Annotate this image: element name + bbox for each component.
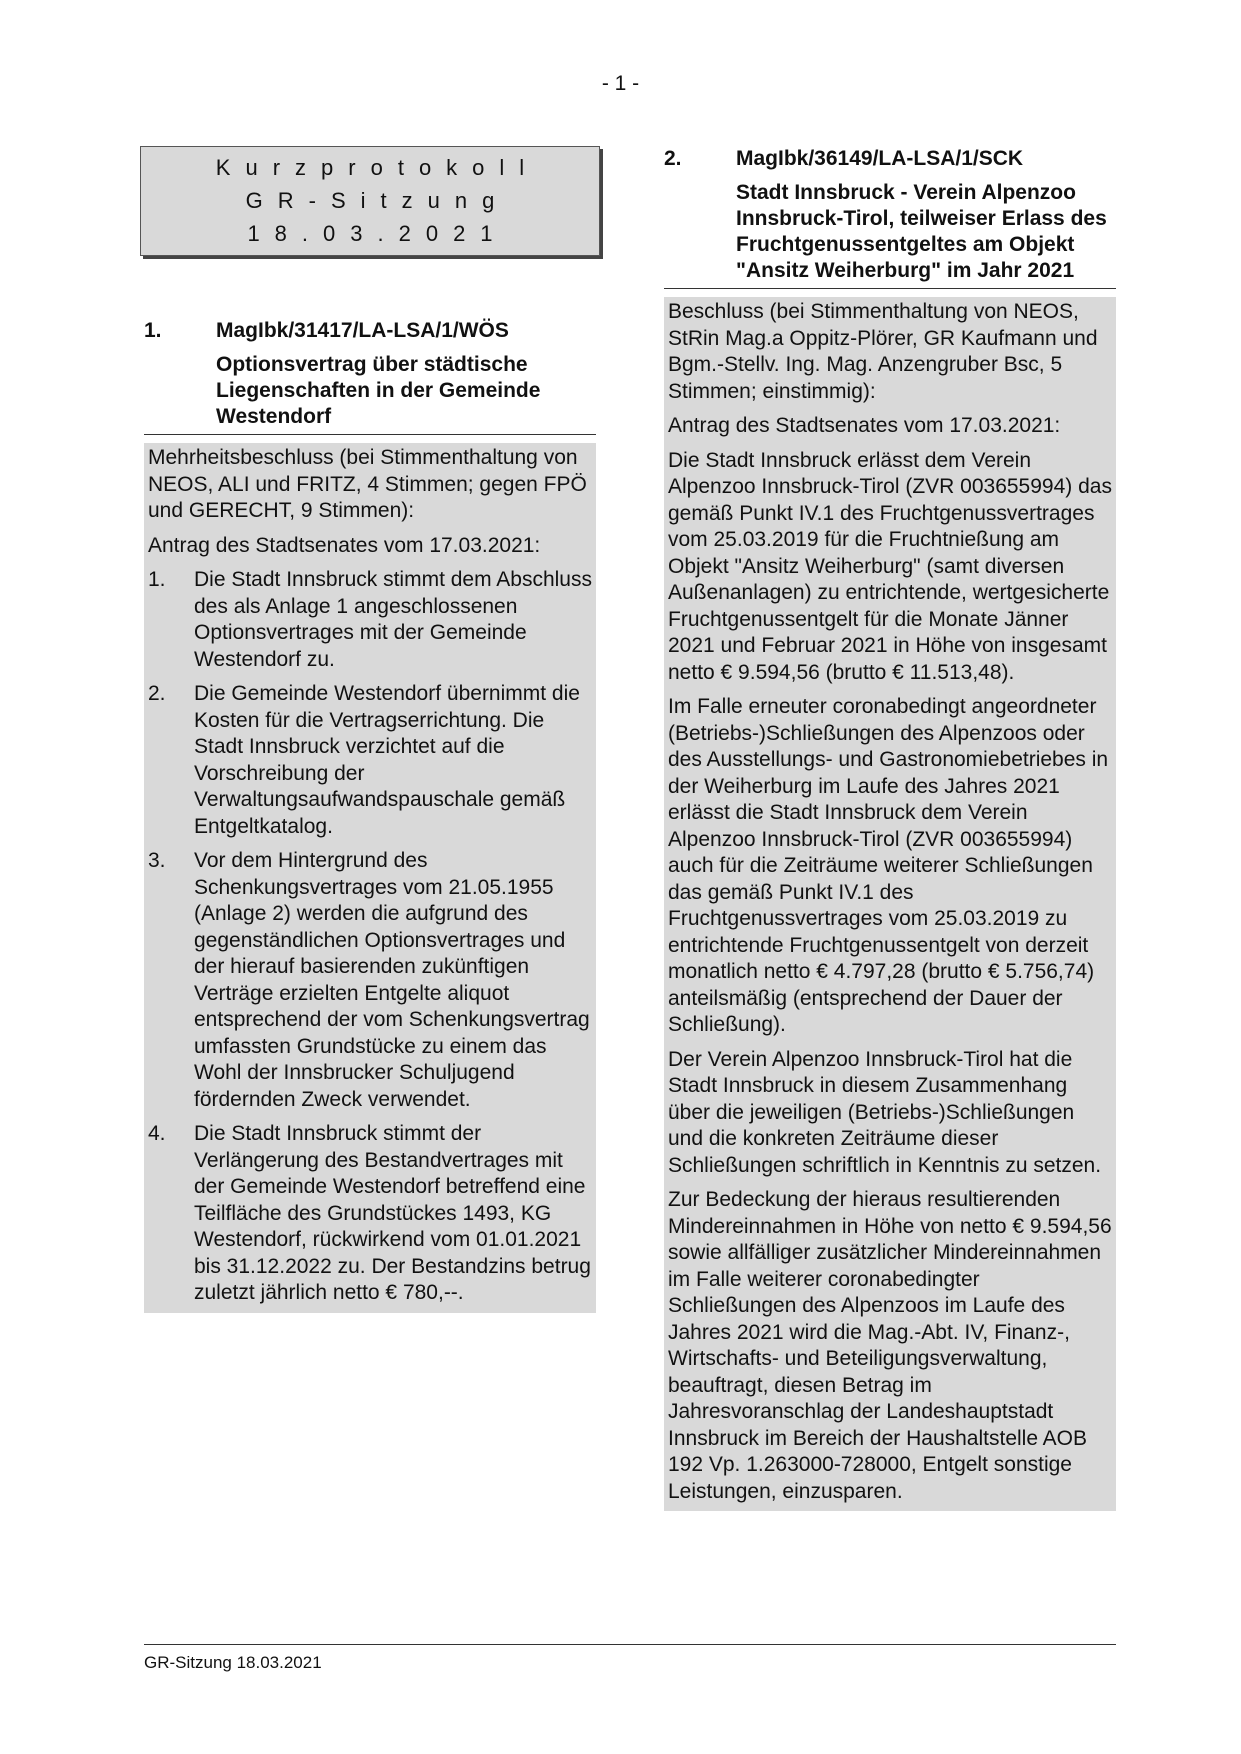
agenda-2-title: Stadt Innsbruck - Verein Alpenzoo Innsbruck-Tirol, teilweiser Erlass des Fruchtgenussentgeltes am Objekt "Ansitz Weiherburg" im Jahr 2021 [736,181,1107,282]
agenda-1-number: 1. [144,319,162,342]
list-item [148,1121,592,1307]
agenda-2-paragraph: Im Falle erneuter coronabedingt angeordneter (Betriebs-)Schließungen des Alpenzoos oder des Ausstellungs- und Gastronomiebetriebes in der Weiherburg im Laufe des Jahres 2021 erlässt die Stadt Innsbruck dem Verein Alpenzoo Innsbruck-Tirol (ZVR 003655994) auch für die Zeiträume weiterer Schließungen das gemäß Punkt IV.1 des Fruchtgenussvertrages vom 25.03.2019 zu entrichtende Fruchtgenussentgelt von derzeit monatlich netto € 4.797,28 (brutto € 5.756,74) anteilsmäßig (entsprechend der Dauer der Schließung). [668,695,1109,1036]
list-item-text: Die Stadt Innsbruck stimmt der Verlängerung des Bestandvertrages mit der Gemeinde Westendorf betreffend eine Teilfläche des Grundstückes 1493, KG Westendorf, rückwirkend vom 01.01.2021 bis 31.12.2022 zu. Der Bestandzins betrug zuletzt jährlich netto € 780,--. [194,1122,591,1304]
agenda-2-reference: MagIbk/36149/LA-LSA/1/SCK [736,147,1024,170]
agenda-2-decision: Beschluss (bei Stimmenthaltung von NEOS, StRin Mag.a Oppitz-Plörer, GR Kaufmann und Bgm.-Stellv. Ing. Mag. Anzengruber Bsc, 5 Stimmen; einstimmig): [668,300,1098,403]
agenda-2-paragraph: Zur Bedeckung der hieraus resultierenden Mindereinnahmen in Höhe von netto € 9.594,56 sowie allfälliger zusätzlicher Mindereinnahmen im Falle weiterer coronabedingter Schließungen des Alpenzoos im Laufe des Jahres 2021 wird die Mag.-Abt. IV, Finanz-, Wirtschafts- und Beteiligungsverwaltung, beauftragt, diesen Betrag im Jahresvoranschlag der Landeshauptstadt Innsbruck im Bereich der Haushaltstelle AOB 192 Vp. 1.263000-728000, Entgelt sonstige Leistungen, einzusparen. [668,1188,1112,1503]
title-box [140,146,600,256]
list-item-text: Die Stadt Innsbruck stimmt dem Abschluss des als Anlage 1 angeschlossenen Optionsvertrages mit der Gemeinde Westendorf zu. [194,568,592,671]
agenda-1-reference: MagIbk/31417/LA-LSA/1/WÖS [216,319,509,342]
agenda-1-decision: Mehrheitsbeschluss (bei Stimmenthaltung von NEOS, ALI und FRITZ, 4 Stimmen; gegen FPÖ und GERECHT, 9 Stimmen): [148,446,587,522]
list-item-number: 4. [148,1122,166,1145]
list-item-number: 2. [148,682,166,705]
title-line-3: 18.03.2021 [247,221,508,247]
agenda-2-paragraph: Der Verein Alpenzoo Innsbruck-Tirol hat die Stadt Innsbruck in diesem Zusammenhang über die jeweiligen (Betriebs-)Schließungen und die konkreten Zeiträume dieser Schließungen schriftlich in Kenntnis zu setzen. [668,1047,1102,1177]
title-line-2: GR-Sitzung [245,187,510,213]
footer: GR-Sitzung 18.03.2021 [144,1644,1116,1673]
list-item-text: Die Gemeinde Westendorf übernimmt die Kosten für die Vertragserrichtung. Die Stadt Innsbruck verzichtet auf die Vorschreibung der Verwaltungsaufwandspauschale gemäß Entgeltkatalog. [194,682,580,838]
list-item [148,848,592,1113]
title-line-1: Kurzprotokoll [215,154,540,180]
agenda-1-heading [144,318,596,435]
agenda-1-title: Optionsvertrag über städtische Liegenschaften in der Gemeinde Westendorf [216,353,541,428]
list-item-number: 3. [148,849,166,872]
agenda-2-heading [664,146,1116,289]
agenda-item-2 [664,146,1116,1511]
agenda-2-paragraph: Die Stadt Innsbruck erlässt dem Verein Alpenzoo Innsbruck-Tirol (ZVR 003655994) das gemäß Punkt IV.1 des Fruchtgenussvertrages vom 25.03.2019 für die Fruchtnießung am Objekt "Ansitz Weiherburg" (samt diversen Außenanlagen) zu entrichtende, wertgesicherte Fruchtgenussentgelt für die Monate Jänner 2021 und Februar 2021 in Höhe von insgesamt netto € 9.594,56 (brutto € 11.513,48). [668,448,1112,684]
agenda-2-body [664,297,1116,1511]
list-item-number: 1. [148,568,166,591]
agenda-1-motion: Antrag des Stadtsenates vom 17.03.2021: [148,533,541,557]
page-number: - 1 - [601,72,640,95]
agenda-1-body [144,443,596,1313]
list-item-text: Vor dem Hintergrund des Schenkungsvertrages vom 21.05.1955 (Anlage 2) werden die aufgrund des gegenständlichen Optionsvertrages und der hierauf basierenden zukünftigen Verträge erzielten Entgelte aliquot entsprechend der vom Schenkungsvertrag umfassten Grundstücke zu einem das Wohl der Innsbrucker Schuljugend fördernden Zweck verwendet. [194,849,590,1111]
agenda-2-number: 2. [664,147,682,170]
agenda-item-1 [144,318,596,1313]
list-item [148,681,592,840]
agenda-2-motion: Antrag des Stadtsenates vom 17.03.2021: [668,414,1061,437]
list-item [148,567,592,673]
